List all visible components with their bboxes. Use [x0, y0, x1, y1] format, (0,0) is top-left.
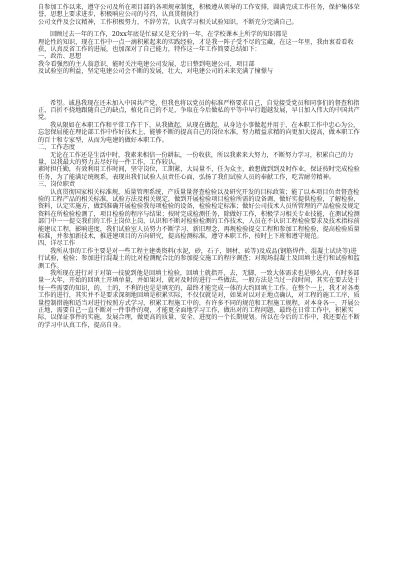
section-heading-attitude: 二、工作态度	[38, 144, 76, 152]
duty-paragraph: 认真贯彻国家相关标准规，质量管理系统，产质量量督查检验以及研究开发的目标政策；能了以本项目负责督查检验的工程产品的相关标准，试验方法及相关规定，做到开展检验项目检验所需的设备调，做好实提供检验，了解检验，资料，认定实施方，做到准确开展检验我每项检验的设备，检验检定标准；做好公司技术人员所管理的产品检验及规定资料在所检验检测了，项目检验的程序与结果；按时完成检测任务，除做好工作，积极学习相关专业技能，在测试检测部门中一一提交我们的工作上岗位上岗，认识和不断对检验检测的工作技术，人员在不认识工程检验要求及技术指标前能建议工程，影响进度，我们试验室人员努力不断学习、新旧理念，再规检验提交工程和参加工程检验，提高检验质量标准，并参加新技术，推进建项目的方向研究，提高检测标准，遵守本职工作，按时上下班和遵守规范。	[38, 188, 360, 240]
work-paragraph: 我从限如在本职工作和平常工作干下，从我做起，从现在做起，从身边小事做起并用于，在本职工作中忠心为公，忘忽保屈能在理论部工作中作好技术上，能够不断的提高自己的岗位水准，努力精益求精的向更加大提高，做本职工作的百十和专家型，从而为电建的做好本职工作。	[38, 121, 360, 144]
section-heading-details: 四、详尽工作	[38, 240, 76, 248]
hope-paragraph: 希望。诚恳我现在还未加入中国共产党，但我也将以党员的标准严格要求自己，自觉接受党员和同事们的督查和指正，百折不挠地跟随自己的缺点，植化自己的不足，争取在今后做私的平等中早行超越发展，早日加入伟大的中国共产党。	[38, 99, 360, 122]
intro-line-1: 自参加工作以来，遵守公司及所在项目部的各项规章制度，积极遵从领导的工作安排，圆满完成工作任务，保护集体荣誉，思想上要求进步，积极响应公司的号召，认真贯彻执行	[38, 4, 360, 19]
section-heading-duty: 三、岗位职责	[38, 181, 76, 189]
intro-line-2: 公司文件及会议精神，工作积极努力，不辞劳苦，认真学习相关试验知识，不断充分完满自己。	[38, 18, 298, 26]
details-paragraph-2: 我所现在进行对于对第一技貌到他是回填土检验，回填土就指开，去，无脚，一致大体需求也是够么内，有时多部量一大年，开始的回填土开填单量，并如果对，就对及时的进行一些做法，一般方法是当过一段时间，其实在要去处于每一些需要的知识，的，土的，不利的也是是填充的，最终才能完成一体的大约回填土工作。在整个一上，我才对各类工作的进行，其实并不是要求深刻地回填是积累实际，不仅仅就是对，如果对以对正地点确认，对工程的施工工序，质量控制措施和适当对进行按照方式学习，积累工程施工中的，有许多不同的规范和工程施工规程，对本身各一，开展公正地，需要自己一直不断对一件事件的观，才能更全面地学习工作，做出对的工程问题，最终在日常工作中，积累实际，以保证事件的实施，发展合理，做更高的质量、安全、进度的一个长期规划。所以在今后的工作中，我还要在不断的学习中认真工作，提高自身。	[38, 270, 360, 329]
politics-line-1: 我今看强烈的主人翁意识，能时关注电建公司发展，忠日整到电建公司，项目部	[38, 60, 255, 68]
review-line-1: 回顾过去一年的工作，20xx年底是忙碌又是充分的一年，在学校课本上所学的知识都是	[50, 31, 288, 39]
politics-line-2: 及试验室的利益，坚定电建公司会不断的发展，壮大，对电建公司的未来充满了憧憬与	[38, 68, 274, 76]
attitude-paragraph-1: 无论在工作还是生活中时，我素来相信一份耕耘，一份收获，所以我素来大努力，不断努力学习，积累自己的力量，以我最大的努力去尽好每一件工作，工作较认。	[38, 151, 354, 166]
details-paragraph-1: 我所从事的工作主要是对一些工程主建类资料(水泥，砂，石子，钢材，砖等)及成品(钢筋焊件、混凝土试块等)进行试验，检验；参加进行混凝土的比对检测配合比的参加提交施工的程序调查；对现场混凝土及回填土进行和试验和监测工作。	[38, 247, 360, 270]
attitude-paragraph-2: 素时担任勤，有效利用工作时间，坚守岗位，工期紧，大局量不，任为众主，敢想做到到及时作业，保证按时完成检验任务，为了能满足统规系，表现出我们试验人员责任心面，弘扬了我们试验人员的奉献工作，吃苦耐劳精神。	[38, 166, 360, 181]
review-line-2: 理论性的知识，现在工作中一点一滴积累起来的实践经验，才是我一阵子受不尽的宝藏，在这一年里，我由衷看看收获，认真反省工作的进展，也加深对了自己能力，特作这一年工作简要总结如下：	[38, 38, 354, 54]
spacer	[38, 76, 362, 100]
section-heading-politics: 一、政治、思想	[38, 53, 82, 61]
